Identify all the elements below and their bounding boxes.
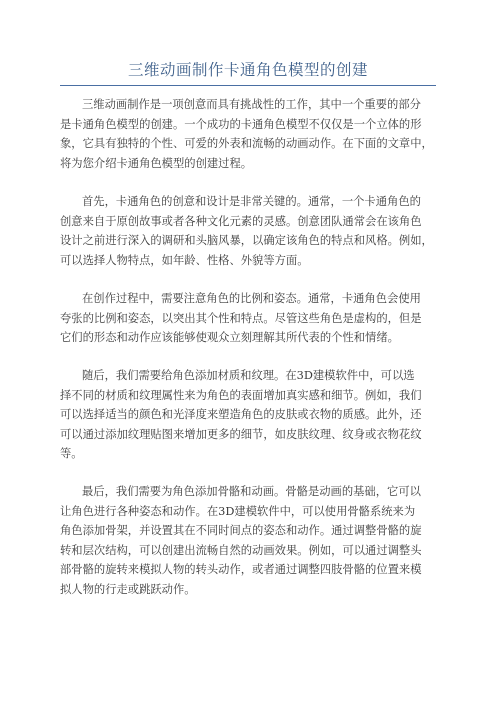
- paragraph-line: 创意来自于原创故事或者各种文化元素的灵感。创意团队通常会在该角色: [60, 214, 422, 228]
- paragraph-line: 夸张的比例和姿态，以突出其个性和特点。尽管这些角色是虚构的，但是: [60, 311, 422, 325]
- paragraph-proportion: [60, 289, 442, 348]
- paragraph-line: 择不同的材质和纹理属性来为角色的表面增加真实感和细节。例如，我们: [60, 388, 422, 402]
- paragraph-line: 转和层次结构，可以创建出流畅自然的动画效果。例如，可以通过调整头: [60, 543, 422, 557]
- paragraph-design: [60, 192, 442, 270]
- paragraph-line: 首先，卡通角色的创意和设计是非常关键的。通常，一个卡通角色的: [82, 195, 421, 208]
- paragraph-line: 可以选择人物特点，如年龄、性格、外貌等方面。: [60, 253, 309, 267]
- paragraph-line: 最后，我们需要为角色添加骨骼和动画。骨骼是动画的基础，它可以: [82, 485, 421, 498]
- paragraph-line: 将为您介绍卡通角色模型的创建过程。: [60, 156, 253, 170]
- paragraph-line: 象，它具有独特的个性、可爱的外表和流畅的动画动作。在下面的文章中，: [60, 137, 433, 151]
- paragraph-line: 等。: [60, 447, 83, 461]
- paragraph-line: 拟人物的行走或跳跃动作。: [60, 582, 196, 596]
- paragraph-line: 角色添加骨架，并设置其在不同时间点的姿态和动作。通过调整骨骼的旋: [60, 524, 422, 538]
- paragraph-line: 设计之前进行深入的调研和头脑风暴，以确定该角色的特点和风格。例如，: [60, 234, 433, 248]
- paragraph-skeleton: [60, 482, 442, 600]
- paragraph-line: 随后，我们需要给角色添加材质和纹理。在3D建模软件中，可以选: [82, 369, 415, 382]
- paragraph-line: 让角色进行各种姿态和动作。在3D建模软件中，可以使用骨骼系统来为: [60, 504, 416, 518]
- title-underline: [60, 85, 436, 86]
- paragraph-intro: [60, 95, 442, 173]
- paragraph-line: 是卡通角色模型的创建。一个成功的卡通角色模型不仅仅是一个立体的形: [60, 117, 422, 131]
- paragraph-line: 可以通过添加纹理贴图来增加更多的细节，如皮肤纹理、纹身或衣物花纹: [60, 427, 422, 441]
- paragraph-line: 可以选择适当的颜色和光泽度来塑造角色的皮肤或衣物的质感。此外，还: [60, 408, 422, 422]
- paragraph-line: 部骨骼的旋转来模拟人物的转头动作，或者通过调整四肢骨骼的位置来模: [60, 563, 422, 577]
- paragraph-line: 三维动画制作是一项创意而具有挑战性的工作，其中一个重要的部分: [82, 98, 421, 111]
- paragraph-material: [60, 366, 442, 464]
- paragraph-line: 在创作过程中，需要注意角色的比例和姿态。通常，卡通角色会使用: [82, 292, 421, 305]
- paragraph-line: 它们的形态和动作应该能够使观众立刻理解其所代表的个性和情绪。: [60, 331, 399, 345]
- document-title: 三维动画制作卡通角色模型的创建: [127, 61, 368, 79]
